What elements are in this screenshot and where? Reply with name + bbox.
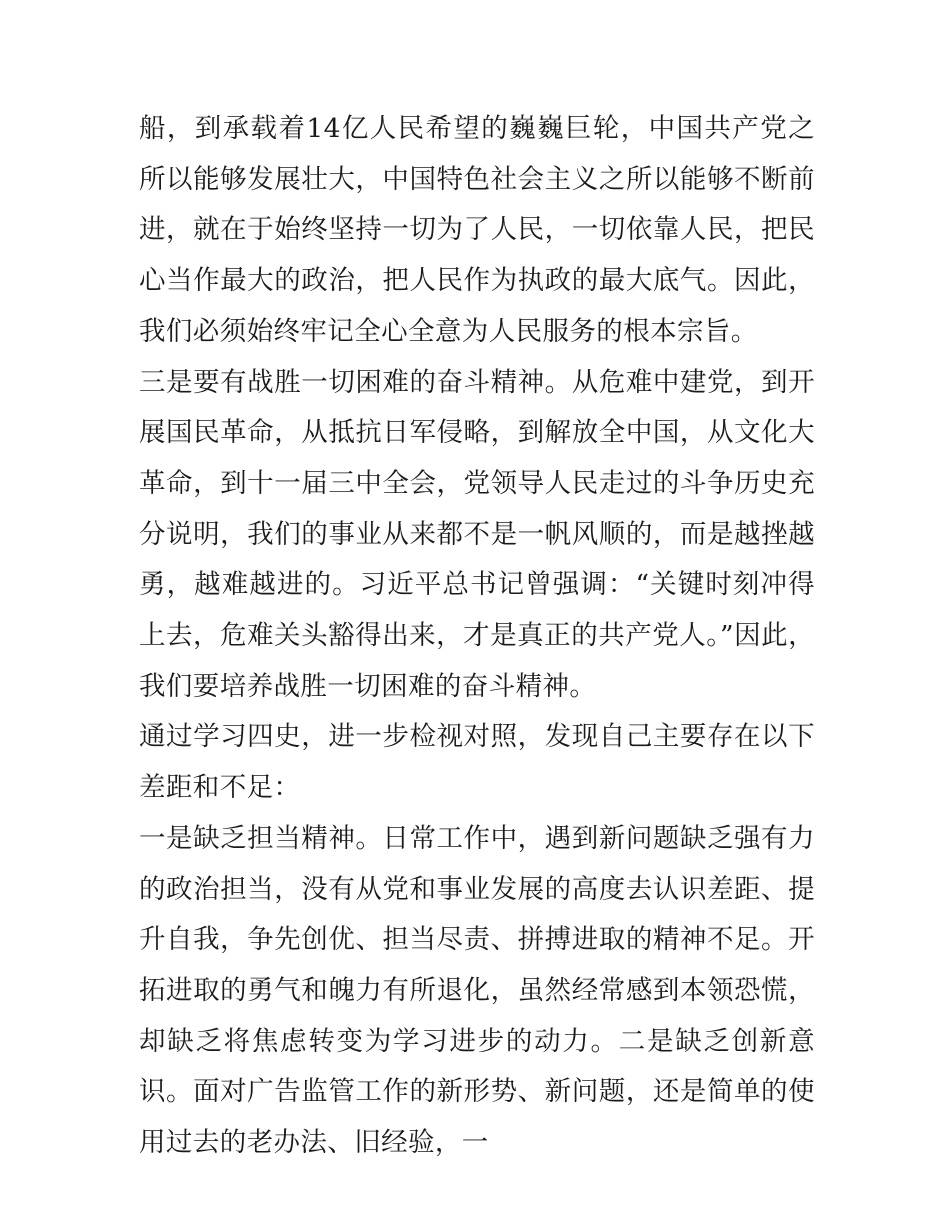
- paragraph-shortcomings: 一是缺乏担当精神。日常工作中，遇到新问题缺乏强有力的政治担当，没有从党和事业发展的高度去认识差距、提升自我，争先创优、担当尽责、拼搏进取的精神不足。开拓进取的勇气和魄力有所退化，虽然经常感到本领恐慌，却缺乏将焦虑转变为学习进步的动力。二是缺乏创新意识。面对广告监管工作的新形势、新问题，还是简单的使用过去的老办法、旧经验，一: [139, 822, 815, 1159]
- paragraph-self-review: 通过学习四史，进一步检视对照，发现自己主要存在以下差距和不足：: [139, 721, 815, 804]
- paragraph-people-purpose: 船，到承载着14亿人民希望的巍巍巨轮，中国共产党之所以能够发展壮大，中国特色社会主义之所以能够不断前进，就在于始终坚持一切为了人民，一切依靠人民，把民心当作最大的政治，把人民作为执政的最大底气。因此，我们必须始终牢记全心全意为人民服务的根本宗旨。: [139, 113, 815, 347]
- document-body: [139, 104, 815, 1169]
- paragraph-struggle-spirit: 三是要有战胜一切困难的奋斗精神。从危难中建党，到开展国民革命，从抵抗日军侵略，到解放全中国，从文化大革命，到十一届三中全会，党领导人民走过的斗争历史充分说明，我们的事业从来都不是一帆风顺的，而是越挫越勇，越难越进的。习近平总书记曾强调：“关键时刻冲得上去，危难关头豁得出来，才是真正的共产党人。”因此，我们要培养战胜一切困难的奋斗精神。: [139, 366, 815, 702]
